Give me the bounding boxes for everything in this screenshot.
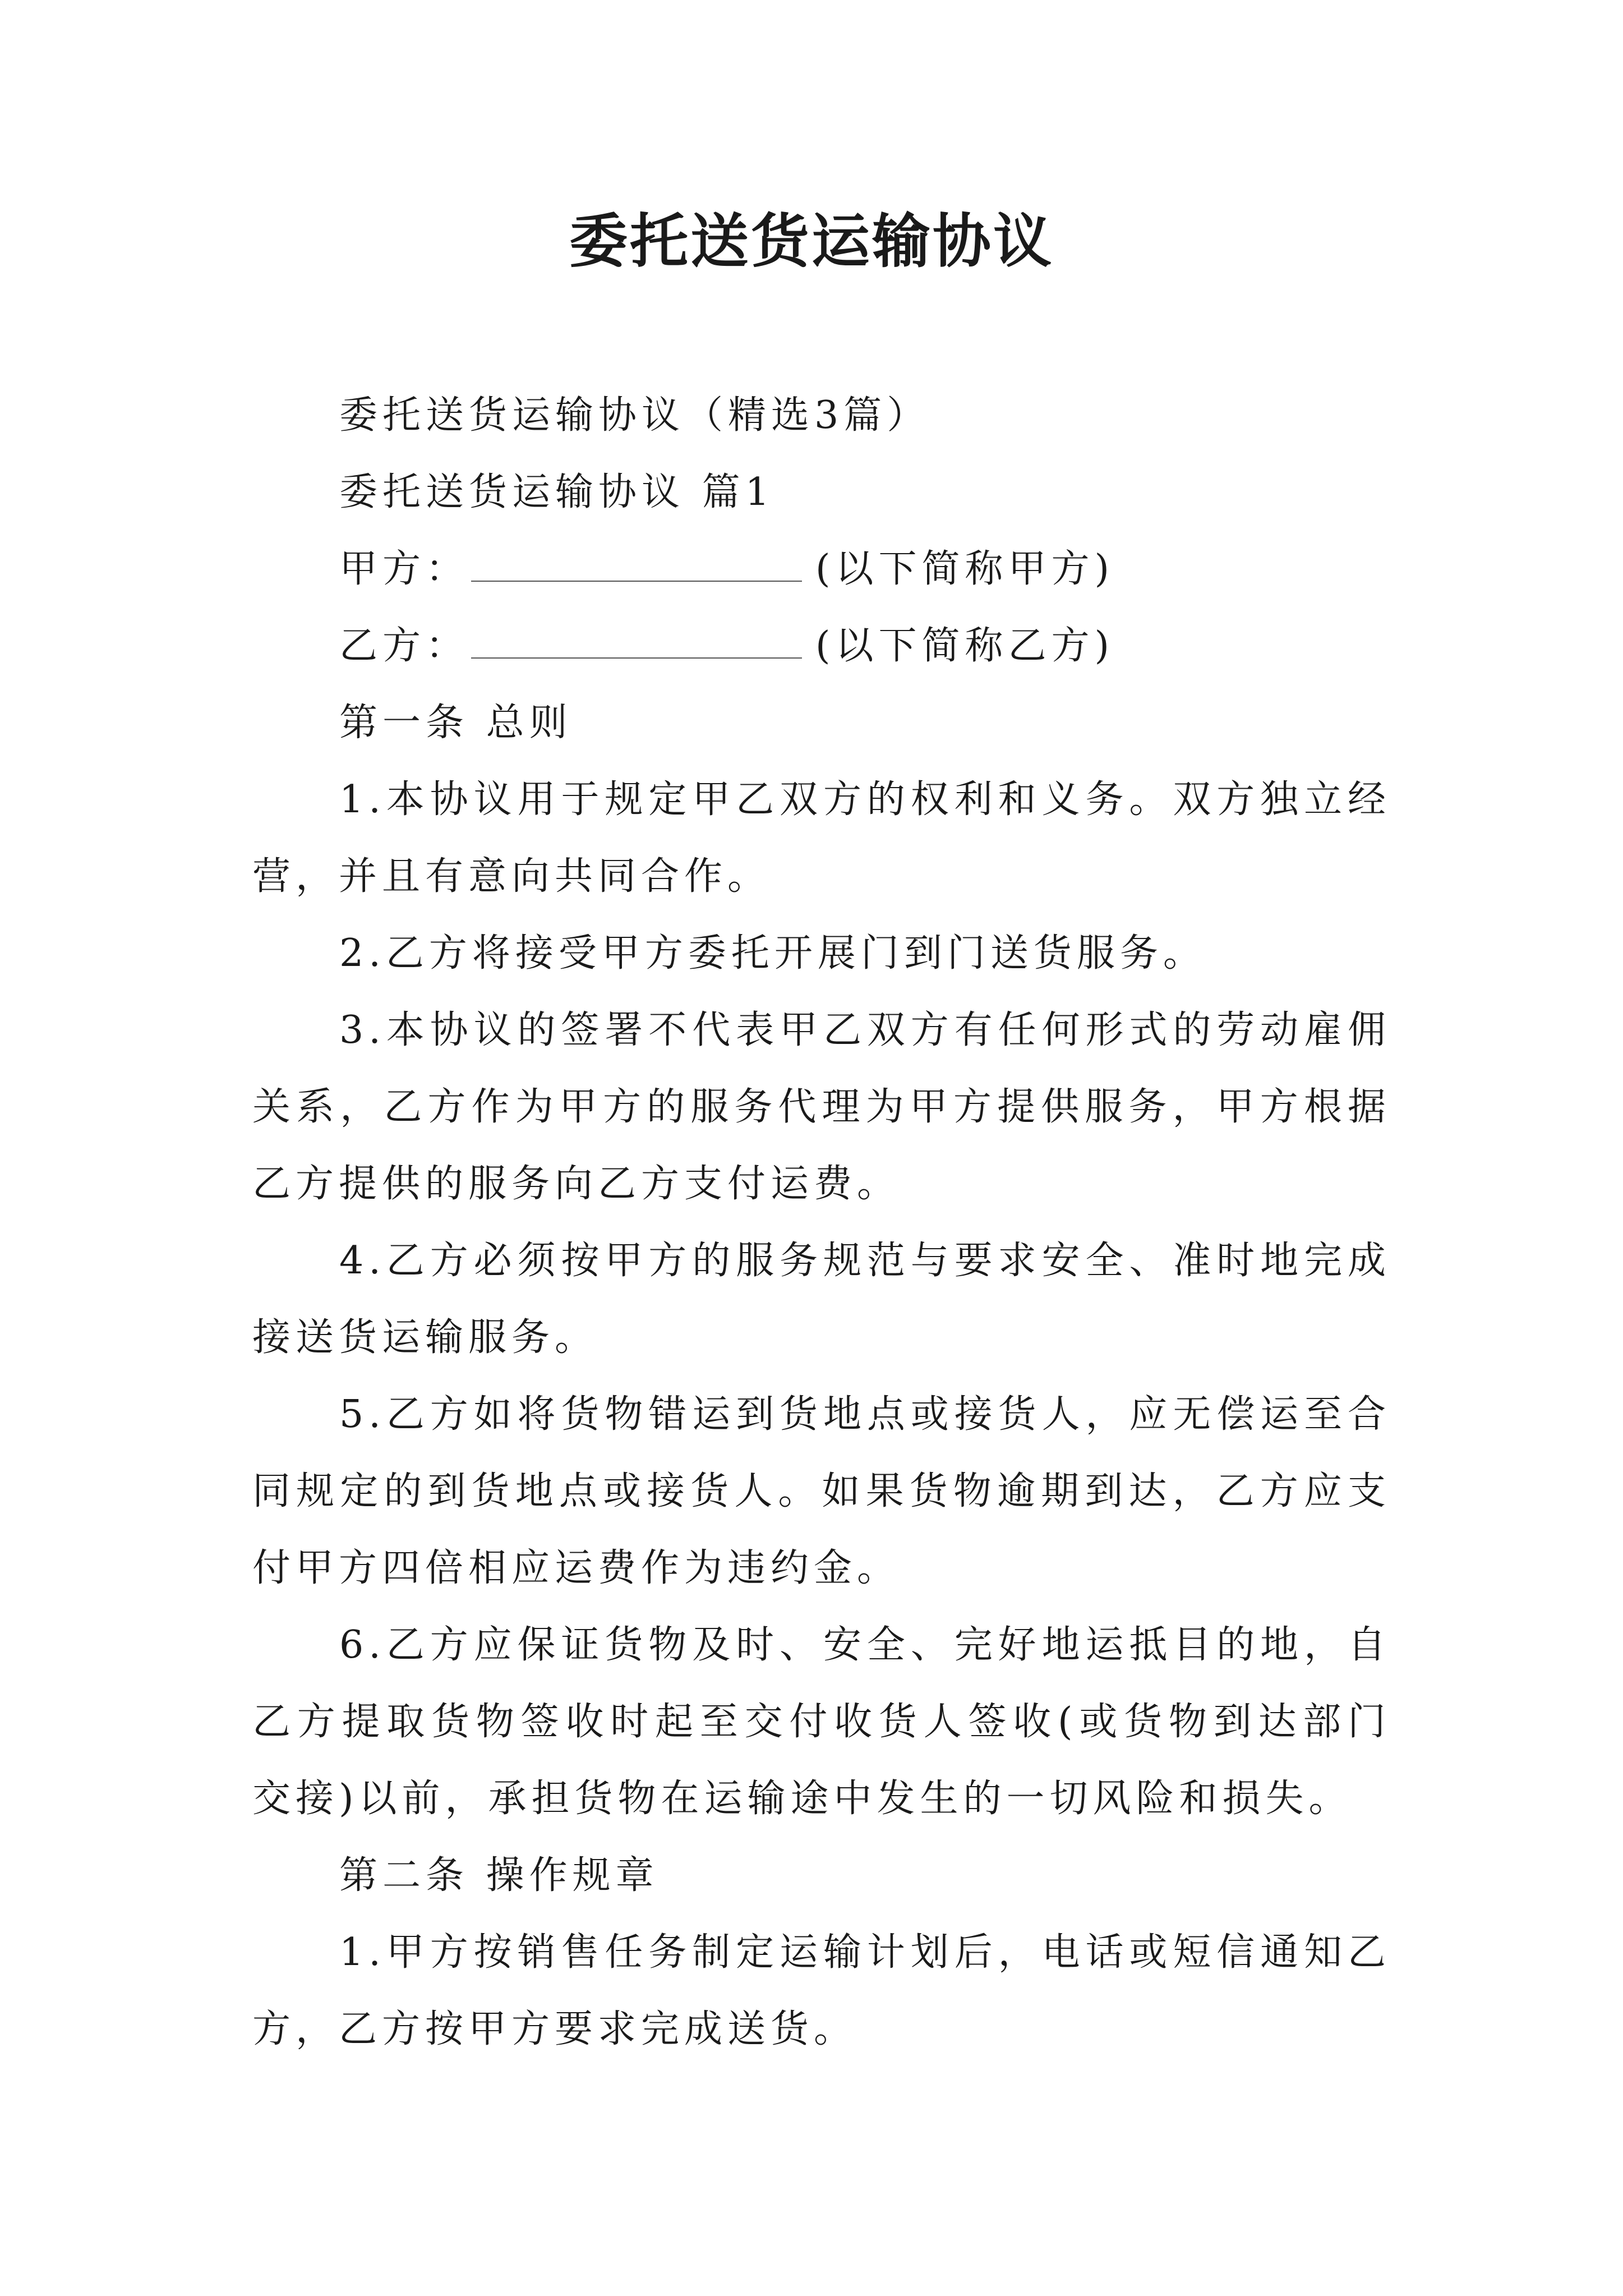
party-a-line [252,531,1391,608]
section-1-item: 6.乙方应保证货物及时、安全、完好地运抵目的地，自乙方提取货物签收时起至交付收货人签收(或货物到达部门交接)以前，承担货物在运输途中发生的一切风险和损失。 [252,1623,1391,1821]
part-heading: 委托送货运输协议 篇1 [339,470,774,514]
party-a-note: (以下简称甲方) [815,547,1115,591]
document-subtitle: 委托送货运输协议（精选3篇） [339,393,930,438]
document-title: 委托送货运输协议 [569,206,1054,275]
party-a-blank-field [471,547,802,582]
party-a-label: 甲方： [339,547,469,591]
party-b-note: (以下简称乙方) [815,624,1115,668]
section-2-item: 1.甲方按销售任务制定运输计划后，电话或短信通知乙方，乙方按甲方要求完成送货。 [252,1930,1391,2051]
section-2-heading: 第二条 操作规章 [339,1853,659,1898]
section-1-item: 5.乙方如将货物错运到货地点或接货人，应无偿运至合同规定的到货地点或接货人。如果货物逾期到达，乙方应支付甲方四倍相应运费作为违约金。 [252,1392,1391,1590]
party-b-label: 乙方： [339,624,469,668]
section-1-item: 1.本协议用于规定甲乙双方的权利和义务。双方独立经营，并且有意向共同合作。 [252,777,1391,899]
party-b-line [252,608,1391,684]
section-1-item: 3.本协议的签署不代表甲乙双方有任何形式的劳动雇佣关系，乙方作为甲方的服务代理为甲方提供服务，甲方根据乙方提供的服务向乙方支付运费。 [252,1008,1391,1206]
section-1-item: 2.乙方将接受甲方委托开展门到门送货服务。 [339,931,1206,976]
document-body [252,377,1391,2068]
section-1-heading: 第一条 总则 [339,701,573,745]
section-1-item: 4.乙方必须按甲方的服务规范与要求安全、准时地完成接送货运输服务。 [252,1239,1391,1360]
party-b-blank-field [471,624,802,659]
